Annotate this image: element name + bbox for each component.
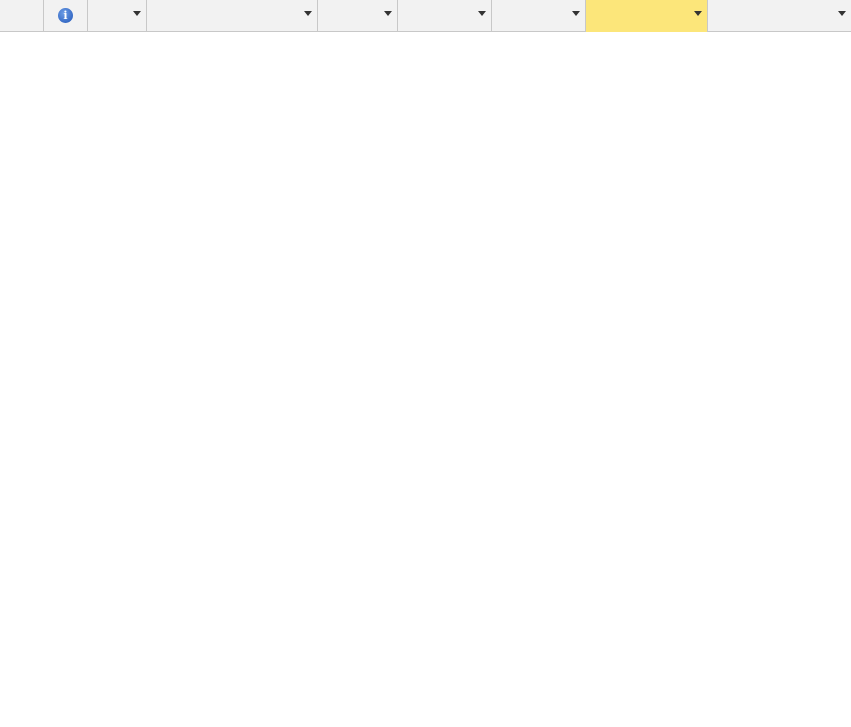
column-header-percent-complete[interactable] bbox=[708, 0, 851, 32]
column-header-start[interactable] bbox=[398, 0, 492, 32]
column-header-indicators[interactable] bbox=[44, 0, 88, 32]
column-header-task-name[interactable] bbox=[147, 0, 318, 32]
column-header-task-mode[interactable] bbox=[88, 0, 147, 32]
column-header-finish[interactable] bbox=[492, 0, 586, 32]
chevron-down-icon[interactable] bbox=[694, 11, 702, 16]
select-all-corner[interactable] bbox=[0, 0, 44, 32]
column-header-duration[interactable] bbox=[318, 0, 398, 32]
chevron-down-icon[interactable] bbox=[384, 11, 392, 16]
info-icon: i bbox=[58, 8, 73, 23]
chevron-down-icon[interactable] bbox=[304, 11, 312, 16]
column-header-resource-names[interactable] bbox=[586, 0, 708, 32]
column-header-row bbox=[0, 0, 851, 32]
chevron-down-icon[interactable] bbox=[133, 11, 141, 16]
chevron-down-icon[interactable] bbox=[572, 11, 580, 16]
chevron-down-icon[interactable] bbox=[838, 11, 846, 16]
chevron-down-icon[interactable] bbox=[478, 11, 486, 16]
